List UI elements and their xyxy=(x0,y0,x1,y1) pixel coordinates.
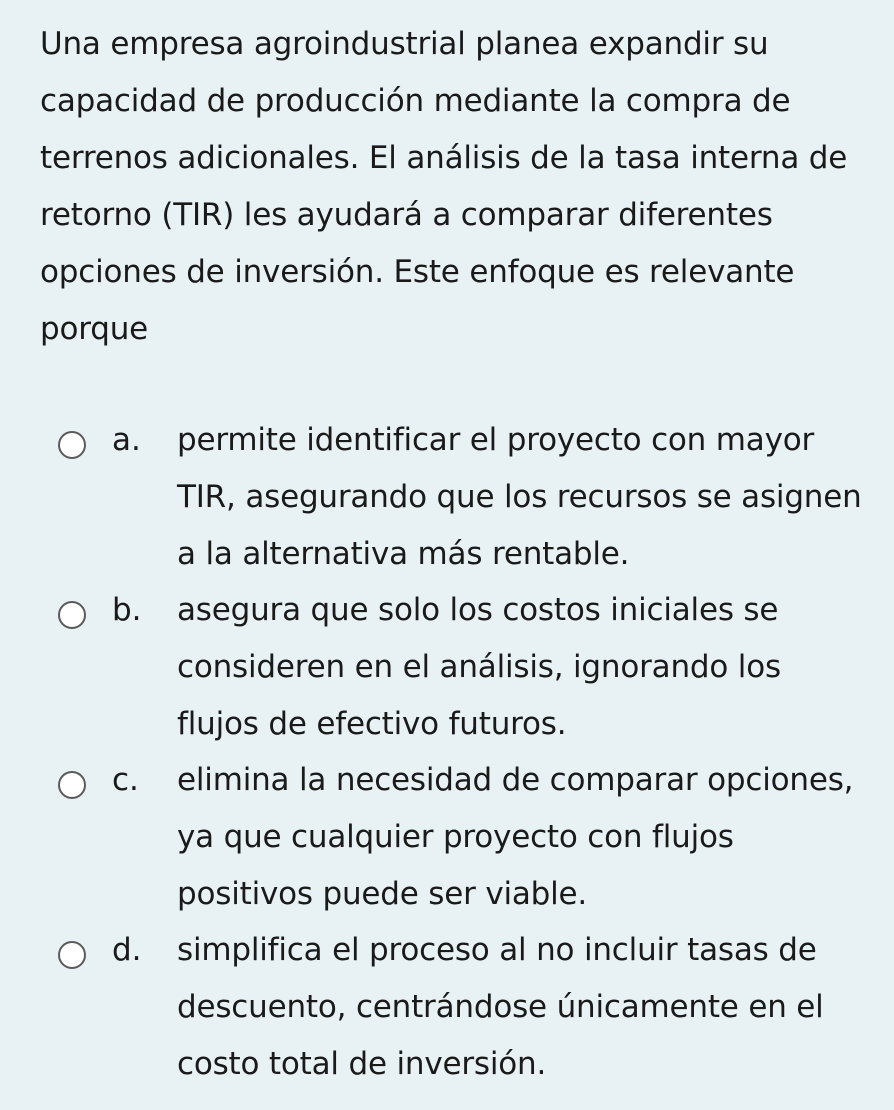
option-text-c: elimina la necesidad de comparar opciones, ya que cualquier proyecto con flujos positivos puede ser viable. xyxy=(177,762,854,912)
answer-options xyxy=(0,412,894,1092)
question-text: Una empresa agroindustrial planea expandir su capacidad de producción mediante la compra de terrenos adicionales. El análisis de la tasa interna de retorno (TIR) les ayudará a comparar diferentes opciones de inversión. Este enfoque es relevante porque xyxy=(40,26,848,347)
option-letter-b: b. xyxy=(112,592,142,628)
option-text-b: asegura que solo los costos iniciales se consideren en el análisis, ignorando los flujos de efectivo futuros. xyxy=(177,592,781,742)
radio-button-c[interactable] xyxy=(58,771,86,799)
option-text-d: simplifica el proceso al no incluir tasas de descuento, centrándose únicamente en el costo total de inversión. xyxy=(177,932,824,1082)
radio-button-d[interactable] xyxy=(58,941,86,969)
option-a[interactable] xyxy=(0,412,894,582)
option-text-a: permite identificar el proyecto con mayor TIR, asegurando que los recursos se asignen a la alternativa más rentable. xyxy=(177,422,862,572)
option-letter-c: c. xyxy=(112,762,139,798)
option-b[interactable] xyxy=(0,582,894,752)
radio-button-b[interactable] xyxy=(58,601,86,629)
option-letter-d: d. xyxy=(112,932,142,968)
option-letter-a: a. xyxy=(112,422,141,458)
option-c[interactable] xyxy=(0,752,894,922)
radio-button-a[interactable] xyxy=(58,431,86,459)
option-d[interactable] xyxy=(0,922,894,1092)
